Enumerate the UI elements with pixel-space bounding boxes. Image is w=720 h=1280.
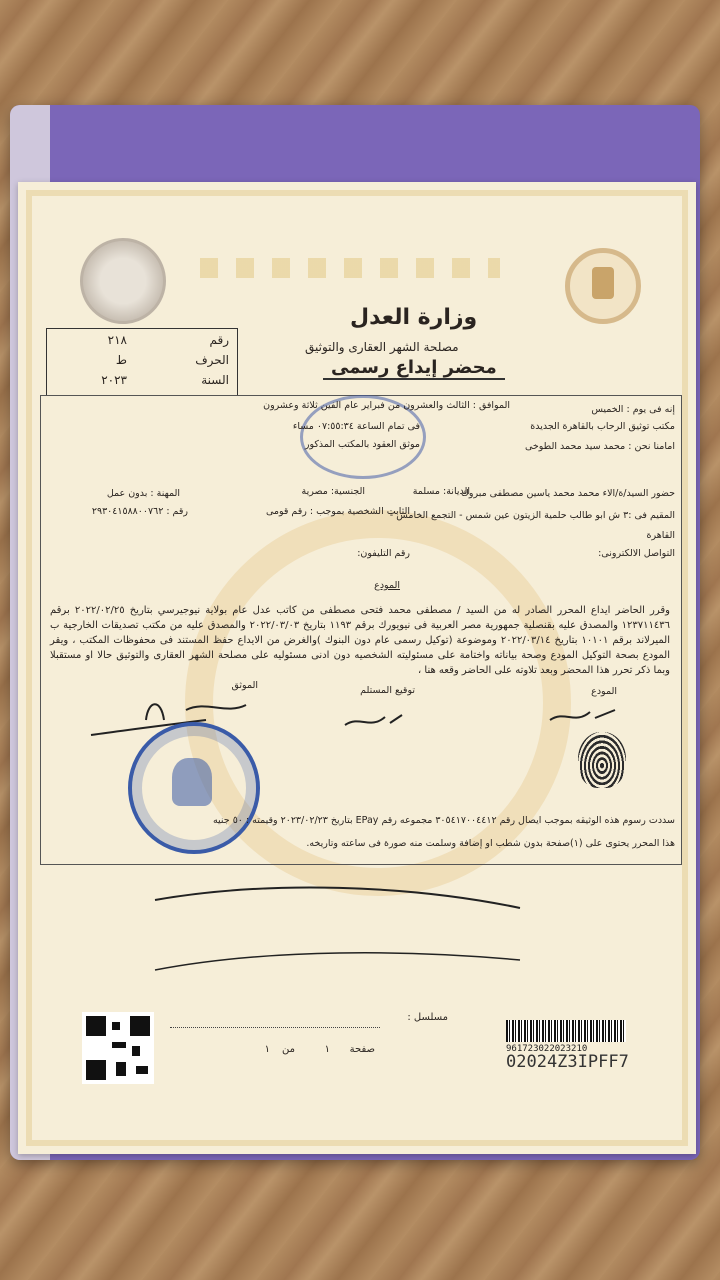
hologram-seal	[80, 238, 166, 324]
office-line: مكتب توثيق الرحاب بالقاهرة الجديدة	[530, 421, 675, 432]
city-line: القاهرة	[646, 530, 675, 541]
letter-value: ط	[115, 353, 127, 367]
letter-label: الحرف	[195, 353, 229, 367]
barcode	[506, 1020, 626, 1042]
depositor-heading: المودع	[374, 580, 400, 591]
attendee-line: حضور السيد/ة/الاء محمد محمد ياسين مصطفى مبروك	[461, 488, 675, 499]
day-line: إنه فى يوم : الخميس	[591, 404, 675, 415]
ministry-name: وزارة العدل	[350, 305, 478, 330]
registry-box	[46, 328, 238, 396]
id-text: الثابت الشخصية بموجب : رقم قومى	[265, 506, 410, 517]
address-line: المقيم فى :٣ ش ابو طالب حلمية الزيتون عين شمس - التجمع الخامس -	[389, 510, 675, 521]
ministry-logo	[565, 248, 641, 324]
qr-code	[82, 1012, 154, 1084]
year-value: ٢٠٢٣	[101, 373, 127, 387]
depositor-signature	[545, 700, 625, 730]
serial-line	[170, 1027, 380, 1028]
id-number: رقم : ٢٩٣٠٤١٥٨٨٠٠٧٦٢	[91, 506, 188, 517]
notary-signature-label: الموثق	[231, 680, 258, 691]
barcode-number: 9617230220232​10	[506, 1044, 588, 1054]
receiver-signature-label: توقيع المستلم	[360, 685, 415, 696]
email-field: التواصل الالكترونى:	[598, 548, 675, 559]
thumbprint	[578, 732, 626, 788]
deposit-statement: وقرر الحاضر ايداع المحرر الصادر له من السيد / مصطفى محمد فتحى مصطفى من كاتب عدل عام بولاية نيوجيرسي بتاريخ ٢٠٢٢/٠٢/٢٥ برقم ١٢٣٧١١٤٣٦ والمصدق عليه بقنصلية جمهورية مصر العربية فى نيويورك برقم ١١٩٣ بتاريخ ٢٠٢٢/٠٣/٠٣ والمصدق عليه من مكتب تصديقات الخارجية ب الميرلاند برقم ١٠١٠١ بتاريخ ٢٠٢٢/٠٣/١٤ وموضوعة (توكيل رسمى عام دون البنوك )والغرض من الايداع حفظ المستند فى محفوظات المكتب ، ويقر المودع بصحة التوكيل المودع وصحة بياناته واختامة على مسئوليته الشخصيه دون ادنى مسئوليه على مصلحة الشهر العقارى والتوثيق حالا او مستقبلا وبما ذكر تحرر هذا المحضر وبعد تلاوته على الحاضر وقعه هنا ،	[50, 605, 670, 676]
before-us-line: امامنا نحن : محمد سيد محمد الطوخى	[524, 441, 675, 452]
date-line: الموافق : الثالث والعشرون من فبراير عام الفين ثلاثة وعشرون	[263, 400, 510, 411]
cancellation-strokes	[150, 870, 530, 980]
notary-line: موثق العقود بالمكتب المذكور	[304, 439, 420, 450]
number-label: رقم	[209, 333, 229, 347]
year-label: السنة	[201, 373, 229, 387]
receiver-signature	[340, 705, 410, 735]
number-value: ٢١٨	[107, 333, 127, 347]
document-title: محضر إيداع رسمى	[323, 357, 505, 380]
job-field: المهنة : بدون عمل	[106, 488, 180, 499]
pages-note: هذا المحرر يحتوى على (١)صفحة بدون شطب او إضافة وسلمت منه صورة فى ساعته وتاريخه.	[306, 838, 675, 849]
serial-label: مسلسل :	[407, 1012, 448, 1023]
page-total: ١	[264, 1044, 270, 1055]
fees-line: سددت رسوم هذه الوثيقه بموجب ايصال رقم ٣٠٥٤١٧٠٠٤٤١٢ مجموعه رقم EPay بتاريخ ٢٠٢٣/٠٢/٢٣ وقيمته : ٥٠ جنيه	[212, 815, 675, 826]
of-word: من	[282, 1044, 295, 1055]
religion-field: الديانة: مسلمة	[412, 486, 470, 497]
phone-field: رقم التليفون:	[357, 548, 410, 559]
page-word: صفحة	[349, 1044, 375, 1055]
document-code: 02024Z3IPFF7	[506, 1052, 629, 1072]
notary-stamp	[128, 722, 260, 854]
decorative-pattern	[200, 258, 500, 278]
nationality-field: الجنسية: مصرية	[301, 486, 365, 497]
time-line: فى تمام الساعة ٠٧:٥٥:٣٤ مساء	[292, 421, 420, 432]
depositor-signature-label: المودع	[591, 686, 617, 697]
page-number: ١	[324, 1044, 330, 1055]
department-name: مصلحة الشهر العقارى والتوثيق	[305, 340, 459, 354]
